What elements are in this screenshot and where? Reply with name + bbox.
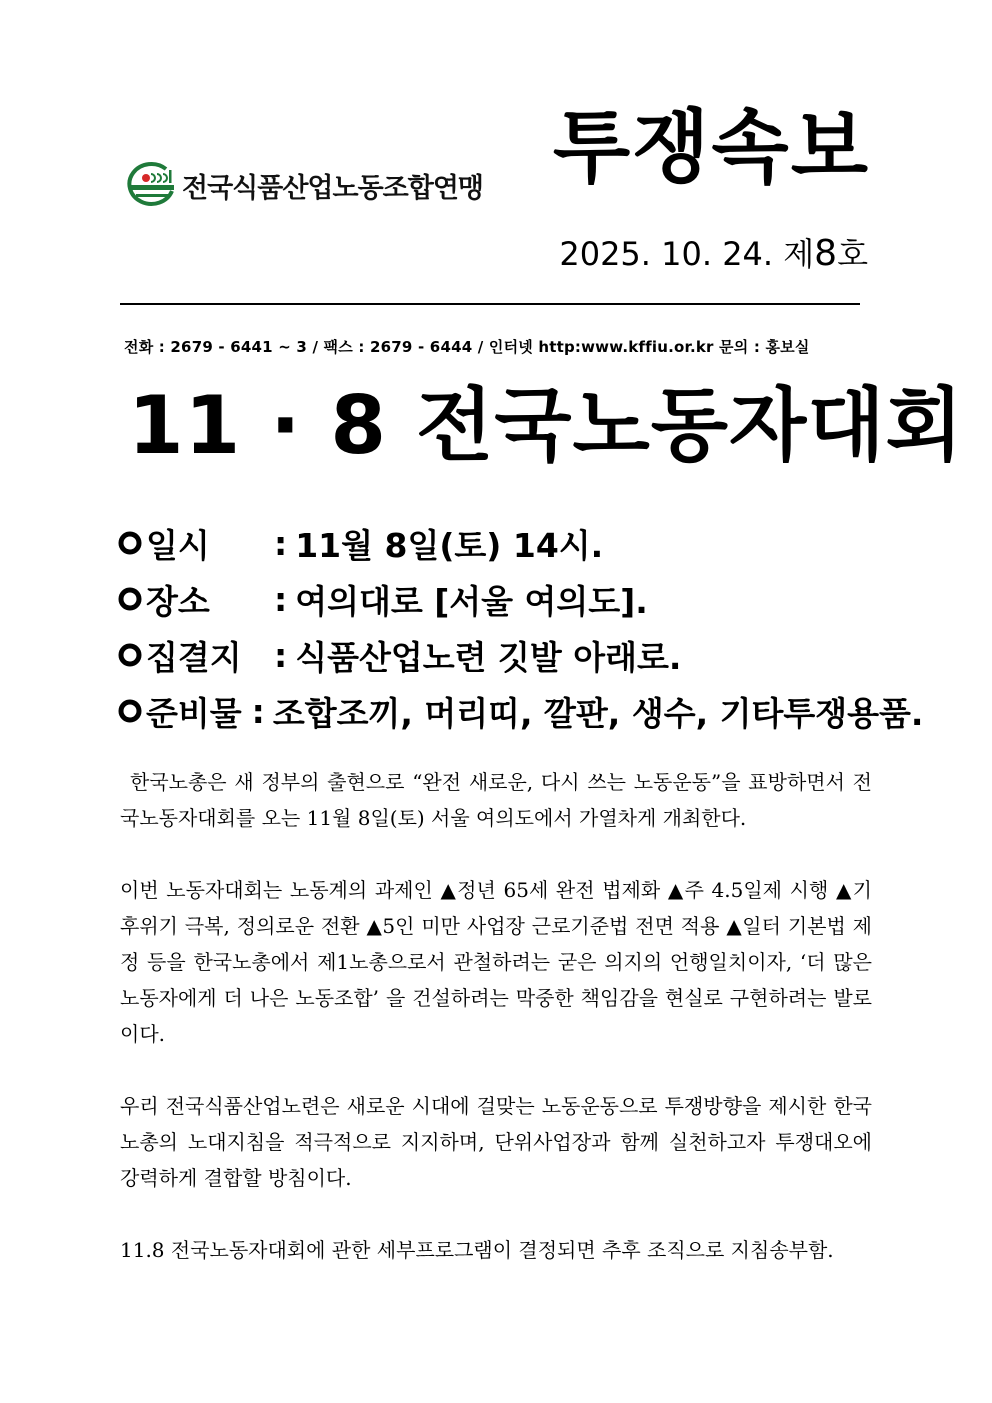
header-divider: [120, 303, 860, 305]
event-info: [118, 518, 924, 742]
paragraph: 11.8 전국노동자대회에 관한 세부프로그램이 결정되면 추후 조직으로 지침송부함.: [120, 1238, 834, 1262]
union-logo-icon: [126, 161, 178, 209]
info-label: 장소: [146, 581, 210, 621]
issue-info: [559, 233, 868, 274]
info-label: 일시: [146, 525, 210, 565]
headline: 11 · 8 전국노동자대회: [128, 379, 964, 472]
info-value: 여의대로 [서울 여의도].: [295, 581, 648, 621]
org-logo: [126, 160, 483, 210]
org-name: 전국식품산업노동조합연맹: [182, 172, 483, 204]
document-title: 투쟁속보: [552, 101, 870, 194]
info-row-datetime: 일시 : 11월 8일(토) 14시.: [118, 518, 878, 568]
info-row-gathering: 집결지 : 식품산업노련 깃발 아래로.: [118, 630, 878, 680]
info-row-supplies: 준비물 : 조합조끼, 머리띠, 깔판, 생수, 기타투쟁용품.: [118, 686, 878, 736]
info-label: 준비물: [146, 693, 242, 733]
info-value: 11월 8일(토) 14시.: [295, 525, 604, 565]
paragraph: 이번 노동자대회는 노동계의 과제인 ▲정년 65세 완전 법제화 ▲주 4.5일제 시행 ▲기후위기 극복, 정의로운 전환 ▲5인 미만 사업장 근로기준법 전면 적용 ▲일터 기본법 제정 등을 한국노총에서 제1노총으로서 관철하려는 굳은 의지의 언행일치이자, ‘더 많은 노동자에게 더 나은 노동조합’ 을 건설하려는 막중한 책임감을 현실로 구현하려는 발로이다.: [120, 878, 872, 1046]
paragraph: 우리 전국식품산업노련은 새로운 시대에 걸맞는 노동운동으로 투쟁방향을 제시한 한국노총의 노대지침을 적극적으로 지지하며, 단위사업장과 함께 실천하고자 투쟁대오에 강력하게 결합할 방침이다.: [120, 1094, 872, 1190]
circle-bullet-icon: [118, 699, 142, 723]
body-text: [120, 764, 872, 1304]
issue-suffix: 호: [837, 235, 868, 273]
info-label: 집결지: [146, 637, 242, 677]
issue-date: 2025. 10. 24. 제: [559, 235, 815, 273]
circle-bullet-icon: [118, 531, 142, 555]
info-value: 식품산업노련 깃발 아래로.: [295, 637, 682, 677]
issue-number: 8: [814, 233, 838, 274]
circle-bullet-icon: [118, 643, 142, 667]
info-value: 조합조끼, 머리띠, 깔판, 생수, 기타투쟁용품.: [272, 693, 924, 733]
circle-bullet-icon: [118, 587, 142, 611]
info-row-place: 장소 : 여의대로 [서울 여의도].: [118, 574, 878, 624]
contact-line: 전화 : 2679 - 6441 ~ 3 / 팩스 : 2679 - 6444 / 인터넷 http:www.kffiu.or.kr 문의 : 홍보실: [124, 338, 810, 356]
paragraph: 한국노총은 새 정부의 출현으로 “완전 새로운, 다시 쓰는 노동운동”을 표방하면서 전국노동자대회를 오는 11월 8일(토) 서울 여의도에서 가열차게 개최한다.: [120, 770, 872, 830]
